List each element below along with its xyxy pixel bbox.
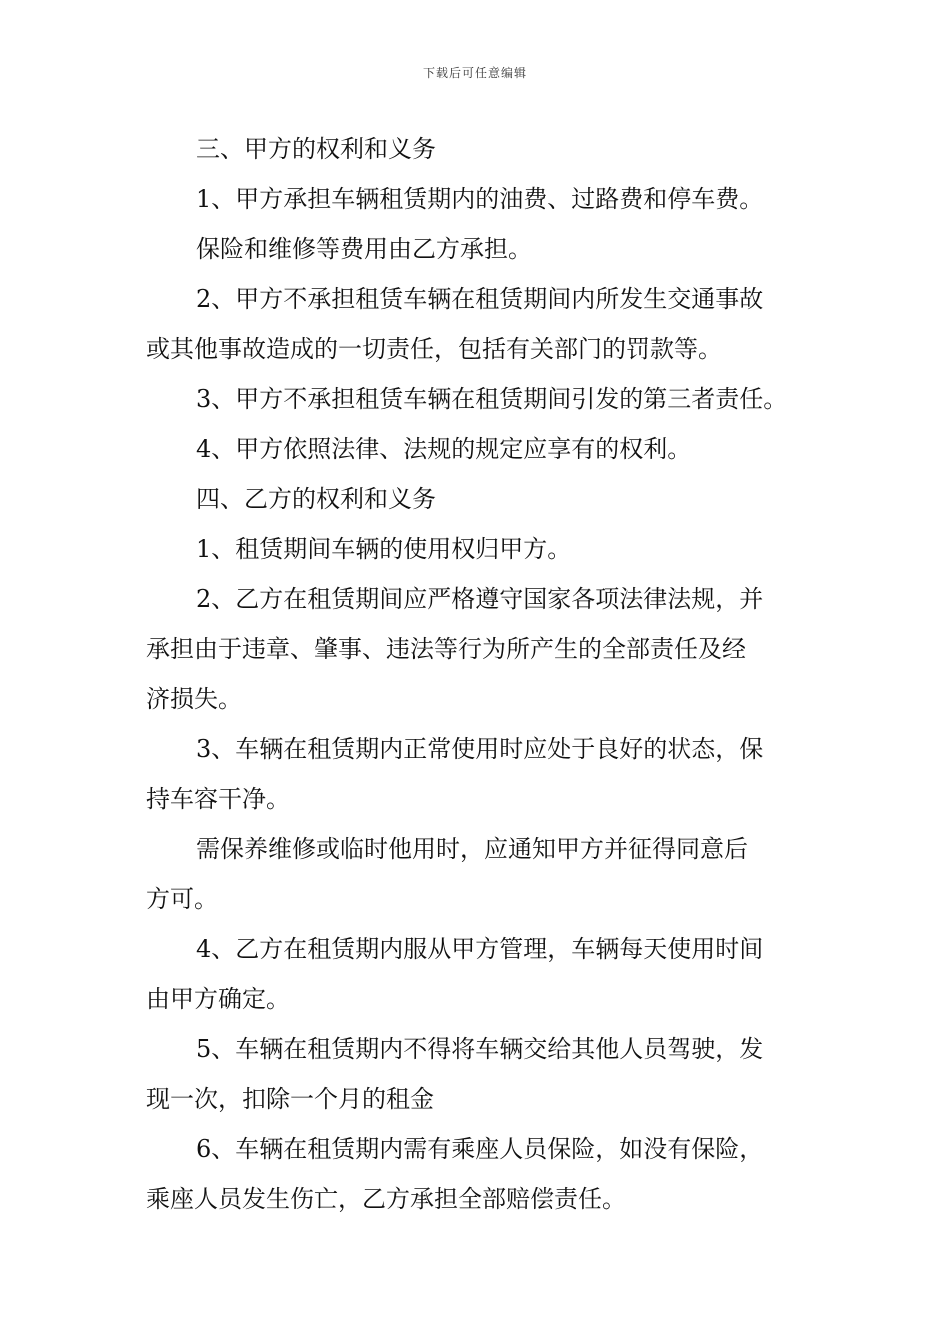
document-body <box>146 124 811 1224</box>
paragraph-line: 乘座人员发生伤亡，乙方承担全部赔偿责任。 <box>146 1185 626 1213</box>
page-header: 下载后可任意编辑 <box>422 66 527 80</box>
paragraph-line: 保险和维修等费用由乙方承担。 <box>196 235 532 263</box>
paragraph-line: 需保养维修或临时他用时，应通知甲方并征得同意后 <box>196 835 748 863</box>
paragraph-line: 3、车辆在租赁期内正常使用时应处于良好的状态，保 <box>196 735 764 763</box>
paragraph-line: 或其他事故造成的一切责任，包括有关部门的罚款等。 <box>146 335 722 363</box>
section-heading: 三、甲方的权利和义务 <box>196 135 436 163</box>
paragraph-line: 济损失。 <box>146 685 242 713</box>
paragraph-line: 2、乙方在租赁期间应严格遵守国家各项法律法规，并 <box>196 585 764 613</box>
paragraph-line: 现一次，扣除一个月的租金 <box>146 1085 434 1113</box>
paragraph-line: 4、乙方在租赁期内服从甲方管理，车辆每天使用时间 <box>196 935 764 963</box>
paragraph-line: 由甲方确定。 <box>146 985 290 1013</box>
paragraph-line: 4、甲方依照法律、法规的规定应享有的权利。 <box>196 435 692 463</box>
paragraph-line: 承担由于违章、肇事、违法等行为所产生的全部责任及经 <box>146 635 746 663</box>
paragraph-line: 1、甲方承担车辆租赁期内的油费、过路费和停车费。 <box>196 185 764 213</box>
paragraph-line: 1、租赁期间车辆的使用权归甲方。 <box>196 535 572 563</box>
paragraph-line: 5、车辆在租赁期内不得将车辆交给其他人员驾驶，发 <box>196 1035 764 1063</box>
paragraph-line: 2、甲方不承担租赁车辆在租赁期间内所发生交通事故 <box>196 285 764 313</box>
paragraph-line: 方可。 <box>146 885 218 913</box>
paragraph-line: 持车容干净。 <box>146 785 290 813</box>
section-heading: 四、乙方的权利和义务 <box>196 485 436 513</box>
paragraph-line: 6、车辆在租赁期内需有乘座人员保险，如没有保险， <box>196 1135 764 1163</box>
paragraph-line: 3、甲方不承担租赁车辆在租赁期间引发的第三者责任。 <box>196 385 788 413</box>
